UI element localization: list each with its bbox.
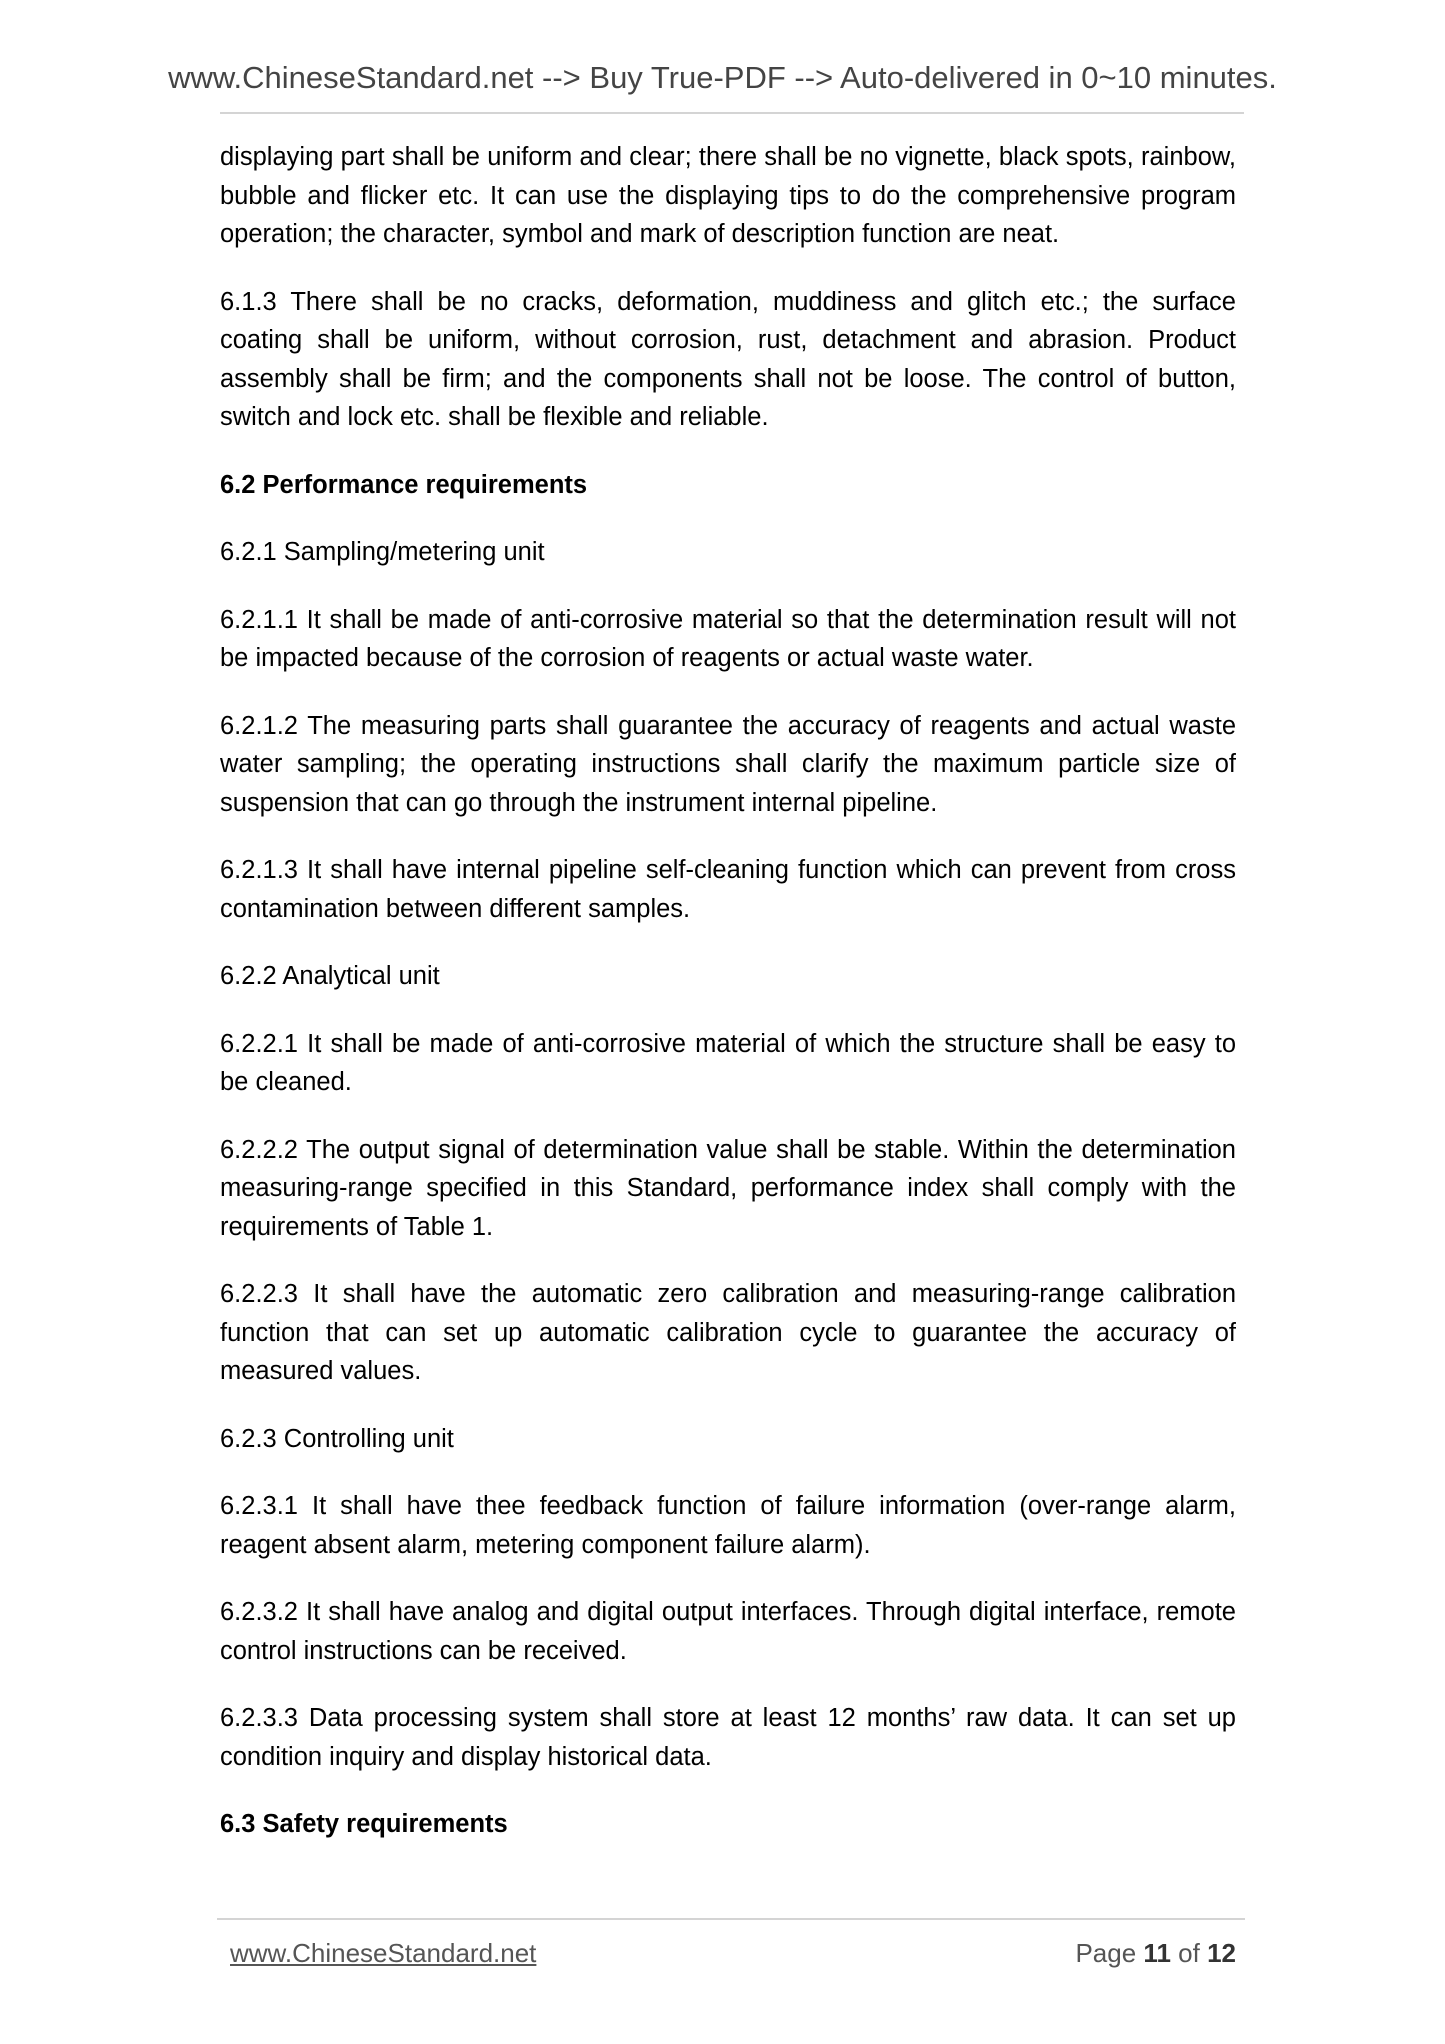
subsection-6-2-3: 6.2.3 Controlling unit [220, 1424, 454, 1453]
paragraph-6-2-1-3: 6.2.1.3 It shall have internal pipeline self-cleaning function which can prevent from cross contamination between different samples. [220, 856, 1236, 923]
paragraph-display-requirements: displaying part shall be uniform and clear; there shall be no vignette, black spots, rainbow, bubble and flicker etc. It can use the displaying tips to do the comprehensive program operation; the character, symbol and mark of description function are neat. [220, 143, 1236, 248]
header-divider [220, 112, 1244, 114]
page-label: Page [1075, 1938, 1137, 1968]
section-heading-6-2: 6.2 Performance requirements [220, 470, 588, 499]
paragraph-6-2-3-3: 6.2.3.3 Data processing system shall store at least 12 months’ raw data. It can set up condition inquiry and display historical data. [220, 1704, 1236, 1771]
footer-site-link[interactable]: www.ChineseStandard.net [230, 1938, 537, 1968]
paragraph-6-2-3-1: 6.2.3.1 It shall have thee feedback function of failure information (over-range alarm, reagent absent alarm, metering component failure alarm). [220, 1492, 1236, 1559]
page-of: of [1178, 1938, 1200, 1968]
page-total: 12 [1207, 1938, 1236, 1968]
section-heading-6-3: 6.3 Safety requirements [220, 1810, 508, 1838]
paragraph-6-2-2-3: 6.2.2.3 It shall have the automatic zero calibration and measuring-range calibration function that can set up automatic calibration cycle to guarantee the accuracy of measured values. [220, 1280, 1236, 1385]
page-number [1075, 1936, 1236, 1970]
subsection-6-2-2: 6.2.2 Analytical unit [220, 962, 440, 990]
page-current: 11 [1143, 1938, 1171, 1968]
footer-divider [217, 1918, 1245, 1920]
paragraph-6-2-2-1: 6.2.2.1 It shall be made of anti-corrosive material of which the structure shall be easy to be cleaned. [220, 1029, 1236, 1096]
subsection-6-2-1: 6.2.1 Sampling/metering unit [220, 538, 545, 566]
paragraph-6-1-3: 6.1.3 There shall be no cracks, deformation, muddiness and glitch etc.; the surface coating shall be uniform, without corrosion, rust, detachment and abrasion. Product assembly shall be firm; and the components shall not be loose. The control of button, switch and lock etc. shall be flexible and reliable. [220, 287, 1236, 431]
paragraph-6-2-1-2: 6.2.1.2 The measuring parts shall guarantee the accuracy of reagents and actual waste water sampling; the operating instructions shall clarify the maximum particle size of suspension that can go through the instrument internal pipeline. [220, 711, 1236, 817]
paragraph-6-2-3-2: 6.2.3.2 It shall have analog and digital output interfaces. Through digital interface, remote control instructions can be received. [220, 1598, 1236, 1665]
paragraph-6-2-2-2: 6.2.2.2 The output signal of determination value shall be stable. Within the determination measuring-range specified in this Standard, performance index shall comply with the requirements of Table 1. [220, 1135, 1236, 1241]
page-header[interactable]: www.ChineseStandard.net --> Buy True-PDF --> Auto-delivered in 0~10 minutes. [168, 60, 1277, 95]
paragraph-6-2-1-1: 6.2.1.1 It shall be made of anti-corrosive material so that the determination result will not be impacted because of the corrosion of reagents or actual waste water. [220, 605, 1236, 672]
body-content [220, 138, 1236, 1873]
